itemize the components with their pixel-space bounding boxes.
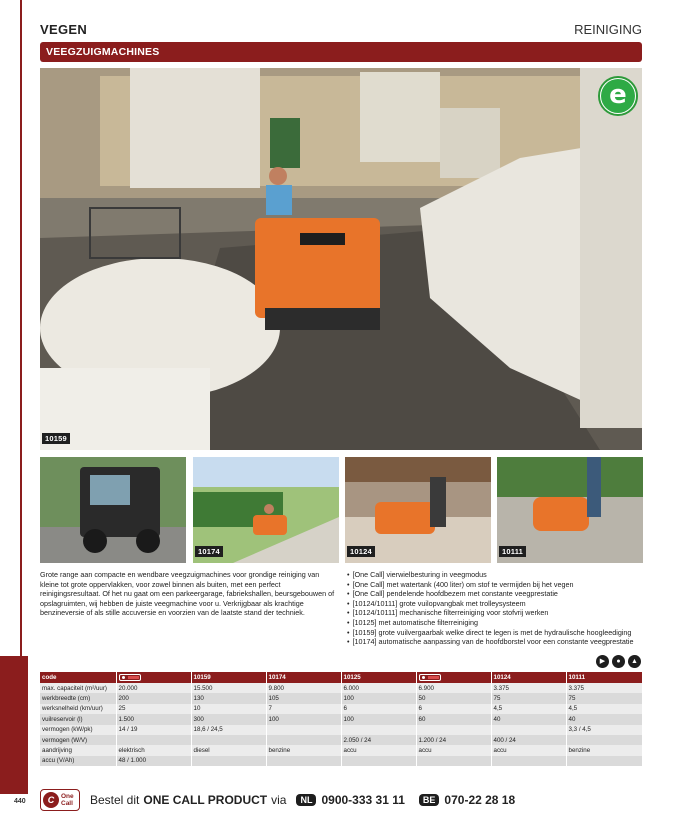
e-icon: e <box>601 79 635 113</box>
image-code-label: 10174 <box>195 546 223 557</box>
table-row <box>40 735 642 745</box>
left-edge-tab <box>0 656 28 794</box>
column-header: 10159 <box>191 672 266 683</box>
table-cell: 105 <box>266 693 341 703</box>
page-number: 440 <box>14 798 26 805</box>
table-cell: 48 / 1.000 <box>116 756 191 766</box>
subtitle-banner: VEEGZUIGMACHINES <box>40 42 642 62</box>
table-row <box>40 704 642 714</box>
sweeper-icon: ▶ <box>596 655 609 668</box>
feature-item: • [One Call] pendelende hoofdbezem met constante veegprestatie <box>347 589 642 599</box>
table-cell: 300 <box>191 714 266 724</box>
table-cell: 3,3 / 4,5 <box>566 725 642 735</box>
table-cell: 3.375 <box>491 683 566 693</box>
main-product-photo <box>40 68 642 450</box>
table-row <box>40 714 642 724</box>
table-cell: 25 <box>116 704 191 714</box>
one-call-badge-icon <box>419 674 441 681</box>
table-header-row <box>40 672 642 683</box>
table-row <box>40 725 642 735</box>
phone-nl: 0900-333 31 11 <box>321 793 405 807</box>
table-cell <box>116 735 191 745</box>
hand-icon: ▲ <box>628 655 641 668</box>
one-call-logo-icon: C <box>43 792 59 808</box>
feature-icons <box>596 655 641 668</box>
order-footer <box>40 787 529 813</box>
table-row <box>40 756 642 766</box>
table-cell: 4,5 <box>566 704 642 714</box>
order-via: via <box>271 793 287 807</box>
feature-item: • [10159] grote vuilvergaarbak welke direct te legen is met de hydraulische hoogleediging <box>347 628 642 638</box>
table-cell <box>491 725 566 735</box>
table-cell <box>341 756 416 766</box>
row-label: max. capaciteit (m²/uur) <box>40 683 116 693</box>
table-cell: 6.900 <box>416 683 491 693</box>
row-label: aandrijving <box>40 745 116 755</box>
section-title: VEGEN <box>40 22 88 37</box>
table-cell: benzine <box>266 745 341 755</box>
table-cell: 60 <box>416 714 491 724</box>
feature-item: • [10174] automatische aanpassing van de hoofdborstel voor een constante veegprestatie <box>347 637 642 647</box>
image-code-label: 10159 <box>42 433 70 444</box>
table-cell: 100 <box>341 714 416 724</box>
country-badge-nl: NL <box>296 794 316 806</box>
row-label: werkbreedte (cm) <box>40 693 116 703</box>
row-label: vermogen (kW/pk) <box>40 725 116 735</box>
table-cell: 6.000 <box>341 683 416 693</box>
feature-item: • [One Call] met watertank (400 liter) om stof te vermijden bij het vegen <box>347 580 642 590</box>
one-call-badge-icon <box>119 674 141 681</box>
table-cell: accu <box>491 745 566 755</box>
thumbnail-photo <box>193 457 339 563</box>
thumbnail-photo <box>497 457 643 563</box>
table-row <box>40 745 642 755</box>
street-sweeper-scene <box>40 457 186 563</box>
left-margin-rule <box>20 0 22 660</box>
table-cell: accu <box>341 745 416 755</box>
table-cell <box>491 756 566 766</box>
table-cell: 100 <box>266 714 341 724</box>
table-cell: 18,6 / 24,5 <box>191 725 266 735</box>
image-code-label: 10111 <box>499 546 526 557</box>
table-cell: 1.500 <box>116 714 191 724</box>
thumbnail-photo <box>40 457 186 563</box>
table-cell: 7 <box>266 704 341 714</box>
table-cell: 40 <box>566 714 642 724</box>
table-cell: elektrisch <box>116 745 191 755</box>
table-cell <box>266 756 341 766</box>
table-cell: diesel <box>191 745 266 755</box>
table-cell: 4,5 <box>491 704 566 714</box>
table-cell: 40 <box>491 714 566 724</box>
feature-item: • [10124/10111] mechanische filterreiniging voor stofvrij werken <box>347 608 642 618</box>
one-call-logo-text: One Call <box>61 793 74 807</box>
table-cell: 100 <box>341 693 416 703</box>
spec-table <box>40 672 642 766</box>
row-label: vermogen (W/V) <box>40 735 116 745</box>
table-cell <box>266 725 341 735</box>
table-cell: 10 <box>191 704 266 714</box>
column-header: 10125 <box>341 672 416 683</box>
table-cell: 3.375 <box>566 683 642 693</box>
table-cell <box>566 756 642 766</box>
phone-be: 070-22 28 18 <box>444 793 516 807</box>
table-cell: 15.500 <box>191 683 266 693</box>
row-label: werksnelheid (km/uur) <box>40 704 116 714</box>
image-code-label: 10124 <box>347 546 375 557</box>
table-cell: 6 <box>416 704 491 714</box>
warehouse-scene <box>40 68 642 450</box>
table-cell: 2.050 / 24 <box>341 735 416 745</box>
product-description: Grote range aan compacte en wendbare veegzuigmachines voor grondige reiniging van kleine tot grote oppervlakken, voor zowel binnen als buiten, met een perfect reinigingsresultaat. Of het nu gaat om een parkeergarage, fabriekshallen, beursgebouwen of opslagruimten, wij hebben de juiste veegmachine voor u. Verkrijgbaar als krachtige benzineversie of als stille accuversie en voorzien van de laatste stand der techniek. <box>40 570 335 618</box>
column-header: 10174 <box>266 672 341 683</box>
table-cell: 200 <box>116 693 191 703</box>
table-cell: benzine <box>566 745 642 755</box>
row-label: accu (V/Ah) <box>40 756 116 766</box>
table-cell <box>341 725 416 735</box>
one-call-logo <box>40 789 80 811</box>
table-cell: 50 <box>416 693 491 703</box>
table-cell <box>416 725 491 735</box>
order-prefix: Bestel dit <box>90 793 140 807</box>
table-cell: 75 <box>491 693 566 703</box>
column-header: 10111 <box>566 672 642 683</box>
table-row <box>40 683 642 693</box>
table-cell: 400 / 24 <box>491 735 566 745</box>
table-cell <box>191 735 266 745</box>
category-title: REINIGING <box>574 22 642 37</box>
table-cell <box>416 756 491 766</box>
table-row <box>40 693 642 703</box>
table-cell: 130 <box>191 693 266 703</box>
column-header-one-call <box>116 672 191 683</box>
thumbnail-photo <box>345 457 491 563</box>
drop-icon: ● <box>612 655 625 668</box>
table-cell: 9.800 <box>266 683 341 693</box>
row-label: vuilreservoir (l) <box>40 714 116 724</box>
table-cell: 6 <box>341 704 416 714</box>
table-cell: accu <box>416 745 491 755</box>
table-cell: 20.000 <box>116 683 191 693</box>
order-product: ONE CALL PRODUCT <box>143 793 268 807</box>
table-cell <box>566 735 642 745</box>
table-cell: 1.200 / 24 <box>416 735 491 745</box>
column-header: 10124 <box>491 672 566 683</box>
column-header-one-call <box>416 672 491 683</box>
column-header: code <box>40 672 116 683</box>
feature-item: • [One Call] vierwielbesturing in veegmodus <box>347 570 642 580</box>
feature-item: • [10125] met automatische filterreiniging <box>347 618 642 628</box>
table-cell: 14 / 19 <box>116 725 191 735</box>
table-cell: 75 <box>566 693 642 703</box>
feature-item: • [10124/10111] grote vuilopvangbak met trolleysysteem <box>347 599 642 609</box>
country-badge-be: BE <box>419 794 440 806</box>
table-cell <box>191 756 266 766</box>
table-cell <box>266 735 341 745</box>
feature-list <box>347 570 642 647</box>
eco-badge <box>598 76 638 116</box>
